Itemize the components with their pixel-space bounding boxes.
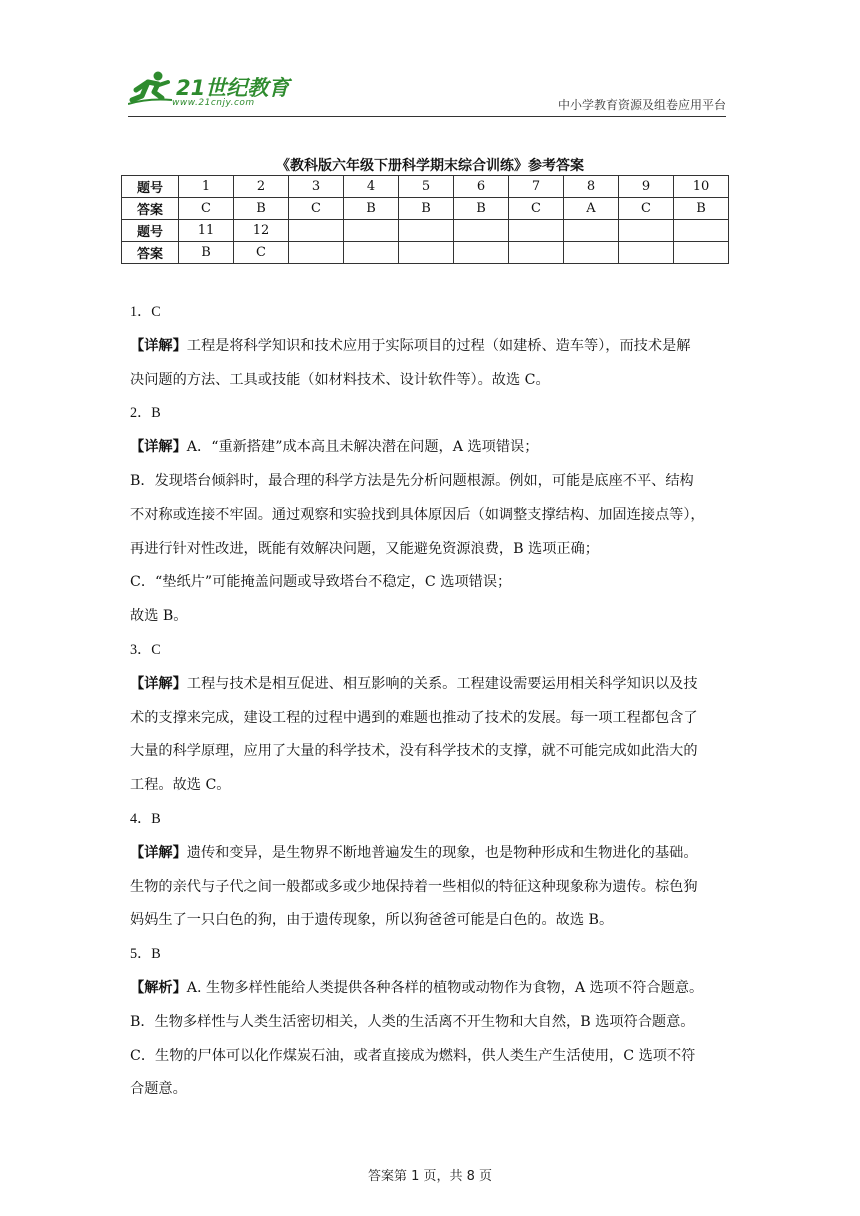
explanation-text: A. 生物多样性能给人类提供各种各样的植物或动物作为食物，A 选项不符合题意。 — [186, 979, 704, 996]
explanation-line — [130, 668, 730, 702]
document-title: 《教科版六年级下册科学期末综合训练》参考答案 — [276, 158, 584, 174]
table-cell: 7 — [509, 176, 564, 198]
table-cell: B — [344, 198, 399, 220]
explanation-tag: 【详解】 — [130, 844, 187, 861]
table-cell — [344, 220, 399, 242]
explanation-tag: 【详解】 — [130, 675, 187, 692]
explanation-text: 遗传和变异，是生物界不断地普遍发生的现象，也是物种形成和生物进化的基础。 — [186, 844, 698, 861]
logo-url: www.21cnjy.com — [172, 98, 255, 108]
explanation-tag: 【详解】 — [130, 439, 187, 456]
runner-logo-icon — [128, 70, 174, 106]
page-header — [128, 66, 726, 116]
table-cell — [454, 242, 509, 264]
table-cell — [564, 220, 619, 242]
explanation-line — [130, 566, 730, 600]
answer-explanations — [130, 296, 730, 1107]
explanation-text: B．生物多样性与人类生活密切相关，人类的生活离不开生物和大自然，B 选项符合题意。 — [130, 1013, 695, 1030]
explanation-text: A．“重新搭建”成本高且未解决潜在问题，A 选项错误； — [186, 439, 539, 456]
table-cell: 12 — [234, 220, 289, 242]
table-cell: 10 — [674, 176, 729, 198]
table-cell: 1 — [179, 176, 234, 198]
platform-name: 中小学教育资源及组卷应用平台 — [557, 98, 726, 112]
explanation-text: 再进行针对性改进，既能有效解决问题，又能避免资源浪费，B 选项正确； — [130, 540, 599, 557]
explanation-line — [130, 364, 730, 398]
table-cell: 4 — [344, 176, 399, 198]
row-label: 题号 — [122, 176, 179, 198]
question-number: 4．B — [130, 810, 161, 827]
explanation-line — [130, 837, 730, 871]
explanation-line — [130, 904, 730, 938]
table-cell: C — [179, 198, 234, 220]
explanation-text: C．生物的尸体可以化作煤炭石油，或者直接成为燃料，供人类生产生活使用，C 选项不符 — [130, 1047, 696, 1064]
page-footer: 答案第 1 页，共 8 页 — [367, 1169, 493, 1184]
explanation-line — [130, 330, 730, 364]
explanation-line — [130, 972, 730, 1006]
table-cell: B — [179, 242, 234, 264]
explanation-text: 工程与技术是相互促进、相互影响的关系。工程建设需要运用相关科学知识以及技 — [186, 675, 698, 692]
explanation-line — [130, 431, 730, 465]
table-row — [122, 220, 729, 242]
table-cell: C — [619, 198, 674, 220]
explanation-text: C．“垫纸片”可能掩盖问题或导致塔台不稳定，C 选项错误； — [130, 574, 512, 591]
table-row — [122, 176, 729, 198]
explanation-line — [130, 1073, 730, 1107]
explanation-line — [130, 600, 730, 634]
table-cell: 9 — [619, 176, 674, 198]
explanation-text: B．发现塔台倾斜时，最合理的科学方法是先分析问题根源。例如，可能是底座不平、结构 — [130, 472, 694, 489]
table-cell — [619, 242, 674, 264]
row-label: 答案 — [122, 242, 179, 264]
table-cell: 6 — [454, 176, 509, 198]
table-cell — [509, 242, 564, 264]
table-cell: 8 — [564, 176, 619, 198]
table-cell — [674, 242, 729, 264]
header-divider — [128, 116, 726, 117]
table-cell — [289, 242, 344, 264]
table-cell — [399, 220, 454, 242]
site-logo — [128, 66, 298, 112]
explanation-line — [130, 769, 730, 803]
explanation-text: 工程是将科学知识和技术应用于实际项目的过程（如建桥、造车等），而技术是解 — [186, 337, 691, 354]
explanation-text: 大量的科学原理，应用了大量的科学技术，没有科学技术的支撑，就不可能完成如此浩大的 — [130, 743, 698, 760]
table-cell — [289, 220, 344, 242]
table-cell: A — [564, 198, 619, 220]
table-cell: 3 — [289, 176, 344, 198]
question-number: 5．B — [130, 946, 161, 963]
explanation-line — [130, 735, 730, 769]
table-cell — [564, 242, 619, 264]
table-cell: B — [234, 198, 289, 220]
explanation-text: 生物的亲代与子代之间一般都或多或少地保持着一些相似的特征这种现象称为遗传。棕色狗 — [130, 878, 698, 895]
table-row — [122, 242, 729, 264]
explanation-line — [130, 465, 730, 499]
question-number: 3．C — [130, 641, 161, 658]
explanation-tag: 【详解】 — [130, 337, 187, 354]
answer-table — [121, 175, 729, 264]
row-label: 答案 — [122, 198, 179, 220]
explanation-text: 不对称或连接不牢固。通过观察和实验找到具体原因后（如调整支撑结构、加固连接点等）， — [130, 506, 705, 523]
explanation-line — [130, 1006, 730, 1040]
explanation-text: 术的支撑来完成，建设工程的过程中遇到的难题也推动了技术的发展。每一项工程都包含了 — [130, 709, 698, 726]
table-cell — [454, 220, 509, 242]
explanation-line — [130, 533, 730, 567]
table-cell: 2 — [234, 176, 289, 198]
explanation-tag: 【解析】 — [130, 979, 187, 996]
explanation-line — [130, 702, 730, 736]
table-cell — [674, 220, 729, 242]
table-cell: C — [289, 198, 344, 220]
explanation-line — [130, 1040, 730, 1074]
question-number: 2．B — [130, 405, 161, 422]
explanation-line — [130, 499, 730, 533]
explanation-text: 妈妈生了一只白色的狗，由于遗传现象，所以狗爸爸可能是白色的。故选 B。 — [130, 912, 614, 929]
row-label: 题号 — [122, 220, 179, 242]
table-cell: 11 — [179, 220, 234, 242]
explanation-text: 决问题的方法、工具或技能（如材料技术、设计软件等）。故选 C。 — [130, 371, 550, 388]
explanation-text: 合题意。 — [130, 1081, 187, 1098]
table-cell: B — [399, 198, 454, 220]
table-row — [122, 198, 729, 220]
table-cell — [344, 242, 399, 264]
table-cell — [399, 242, 454, 264]
table-cell: B — [454, 198, 509, 220]
logo-text: 21世纪教育 — [176, 76, 290, 100]
question-number: 1．C — [130, 304, 161, 320]
explanation-text: 故选 B。 — [130, 608, 188, 625]
table-cell — [619, 220, 674, 242]
table-cell — [509, 220, 564, 242]
table-cell: C — [234, 242, 289, 264]
table-cell: C — [509, 198, 564, 220]
table-cell: B — [674, 198, 729, 220]
table-cell: 5 — [399, 176, 454, 198]
explanation-text: 工程。故选 C。 — [130, 777, 231, 794]
explanation-line — [130, 871, 730, 905]
